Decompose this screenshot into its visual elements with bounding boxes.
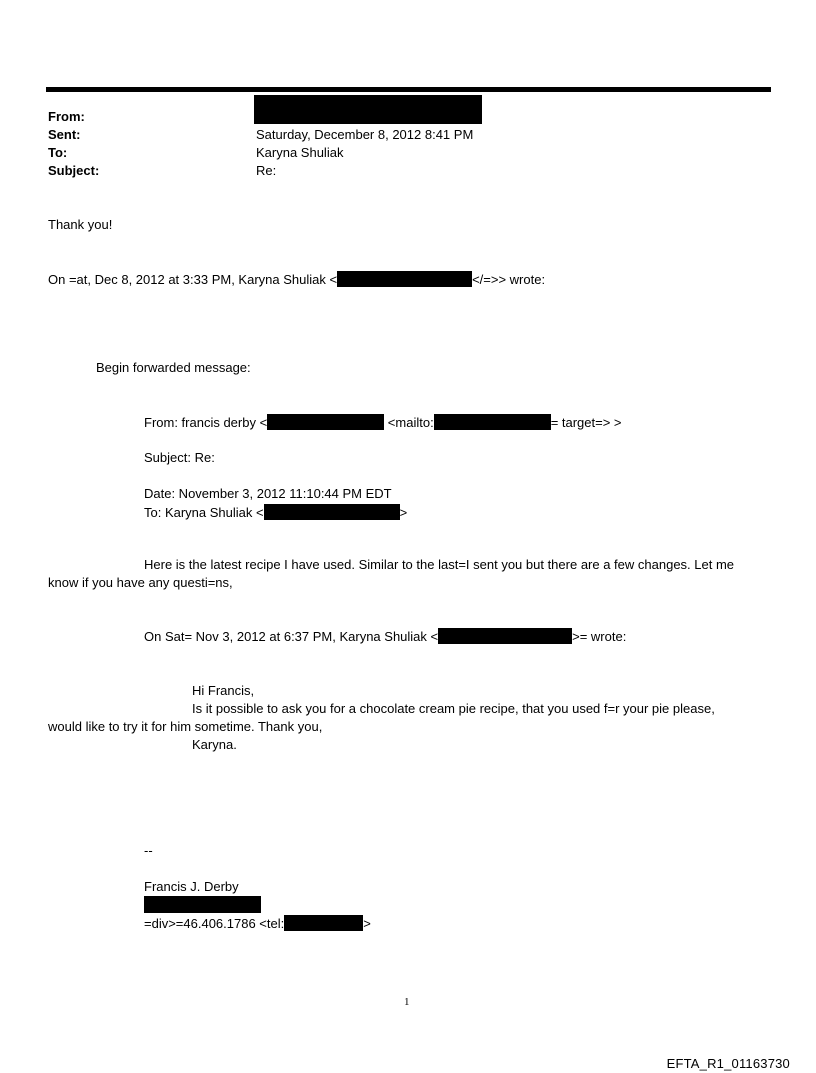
- signature-phone-prefix: =div>=46.406.1786 <tel:: [144, 916, 285, 931]
- to-value: Karyna Shuliak: [256, 145, 344, 160]
- signature-dashes: --: [144, 843, 153, 858]
- on-sat-line: [144, 628, 626, 645]
- redaction-forwarded-mailto: [434, 414, 551, 430]
- begin-forwarded-text: Begin forwarded message:: [96, 360, 251, 375]
- forwarded-from-prefix: From: francis derby <: [144, 415, 268, 430]
- subject-value: Re:: [256, 163, 277, 178]
- forwarded-to-suffix: >: [399, 505, 408, 520]
- forwarded-from-line: [144, 414, 622, 431]
- thanks-text: Thank you!: [48, 217, 113, 232]
- redaction-signature-line: [144, 896, 261, 913]
- signoff-karyna: Karyna.: [192, 737, 237, 752]
- greeting-text: Hi Francis,: [192, 683, 255, 698]
- signature-name: Francis J. Derby: [144, 879, 239, 894]
- from-label: From:: [48, 109, 85, 124]
- recipe-text-line1: Here is the latest recipe I have used. Similar to the last=I sent you but there are a few changes. Let me: [144, 557, 735, 572]
- reply-header-prefix: On =at, Dec 8, 2012 at 3:33 PM, Karyna Shuliak <: [48, 272, 338, 287]
- redaction-forwarded-from-email: [267, 414, 384, 430]
- redaction-on-sat-email: [438, 628, 572, 644]
- reply-header-line: [48, 271, 545, 288]
- on-sat-prefix: On Sat= Nov 3, 2012 at 6:37 PM, Karyna Shuliak <: [144, 629, 439, 644]
- signature-phone-line: [144, 915, 371, 932]
- redaction-signature-phone: [284, 915, 363, 931]
- redaction-from-value: [254, 95, 482, 124]
- reply-header-suffix: </=>> wrote:: [472, 272, 546, 287]
- forwarded-to-line: [144, 504, 407, 521]
- recipe-text-line2: know if you have any questi=ns,: [48, 575, 233, 590]
- signature-phone-suffix: >: [363, 916, 371, 931]
- on-sat-suffix: >= wrote:: [572, 629, 627, 644]
- page-number: 1: [404, 996, 410, 1008]
- document-id: EFTA_R1_01163730: [666, 1056, 790, 1071]
- sent-value: Saturday, December 8, 2012 8:41 PM: [256, 127, 474, 142]
- forwarded-to-prefix: To: Karyna Shuliak <: [144, 505, 264, 520]
- sent-label: Sent:: [48, 127, 81, 142]
- to-label: To:: [48, 145, 68, 160]
- header-rule: [46, 87, 771, 92]
- redaction-reply-email: [337, 271, 472, 287]
- forwarded-date: Date: November 3, 2012 11:10:44 PM EDT: [144, 486, 392, 501]
- subject-label: Subject:: [48, 163, 100, 178]
- ask-text-line2: would like to try it for him sometime. Thank you,: [48, 719, 323, 734]
- redaction-forwarded-to-email: [264, 504, 400, 520]
- forwarded-from-suffix: = target=> >: [550, 415, 622, 430]
- forwarded-subject: Subject: Re:: [144, 450, 215, 465]
- ask-text-line1: Is it possible to ask you for a chocolate cream pie recipe, that you used f=r your pie please,: [192, 701, 715, 716]
- forwarded-from-mailto: <mailto:: [384, 415, 434, 430]
